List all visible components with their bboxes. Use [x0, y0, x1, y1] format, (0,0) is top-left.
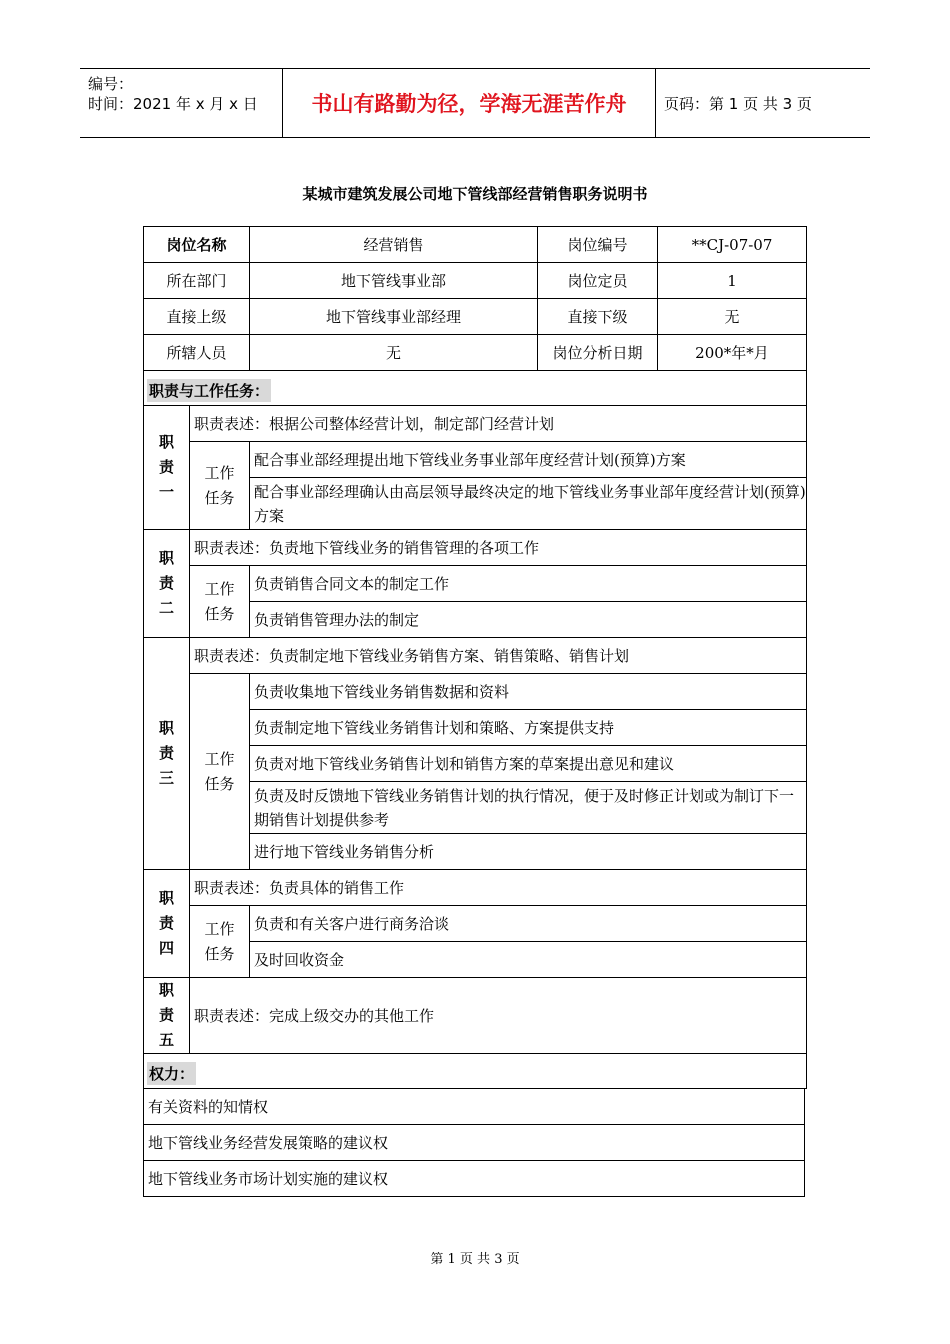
power-2: 地下管线业务经营发展策略的建议权 [143, 1124, 805, 1161]
duty-4-char: 责 [158, 914, 174, 932]
duty-1-task-label [189, 441, 250, 530]
task-label-line: 工作 [204, 579, 235, 598]
powers-heading [143, 1053, 807, 1089]
page-footer: 第 1 页 共 3 页 [430, 1252, 520, 1267]
headcount-label: 岗位定员 [537, 262, 658, 299]
duty-5-char: 五 [158, 1031, 174, 1049]
powers-heading-text: 权力： [147, 1062, 196, 1085]
supervisor-label: 直接上级 [143, 298, 250, 335]
header-meta [80, 69, 282, 137]
staff-label: 所辖人员 [143, 334, 250, 371]
task-label-line: 工作 [204, 749, 235, 768]
duty-2-char: 责 [158, 574, 174, 592]
power-1: 有关资料的知情权 [143, 1088, 805, 1125]
duty-5-char: 责 [158, 1006, 174, 1024]
subordinate-label: 直接下级 [537, 298, 658, 335]
duty-4-task-label [189, 905, 250, 978]
duty-1-name [143, 405, 190, 530]
duty-4-name [143, 869, 190, 978]
duty-4-task-2: 及时回收资金 [249, 941, 807, 978]
duty-5-char: 职 [158, 981, 174, 999]
task-label-line: 任务 [204, 604, 235, 623]
duty-3-statement: 职责表述：负责制定地下管线业务销售方案、销售策略、销售计划 [189, 637, 807, 674]
duty-3-char: 责 [158, 744, 174, 762]
duty-2-char: 二 [158, 599, 174, 617]
department-value: 地下管线事业部 [249, 262, 538, 299]
analysis-date-value: 200*年*月 [657, 334, 807, 371]
page-header [80, 68, 870, 138]
task-label-line: 任务 [204, 774, 235, 793]
duty-5-statement: 职责表述：完成上级交办的其他工作 [189, 977, 807, 1054]
document-title: 某城市建筑发展公司地下管线部经营销售职务说明书 [302, 185, 648, 203]
position-code-value: **CJ-07-07 [657, 226, 807, 263]
duties-heading [143, 370, 807, 406]
duty-1-char: 责 [158, 458, 174, 476]
duty-2-statement: 职责表述：负责地下管线业务的销售管理的各项工作 [189, 529, 807, 566]
duty-3-task-4: 负责及时反馈地下管线业务销售计划的执行情况，便于及时修正计划或为制订下一期销售计划提供参考 [249, 781, 807, 834]
duty-1-task-1: 配合事业部经理提出地下管线业务事业部年度经营计划(预算)方案 [249, 441, 807, 478]
analysis-date-label: 岗位分析日期 [537, 334, 658, 371]
task-label-line: 工作 [204, 463, 235, 482]
position-name-value: 经营销售 [249, 226, 538, 263]
duty-3-name [143, 637, 190, 870]
duty-3-char: 职 [158, 719, 174, 737]
duty-2-task-label [189, 565, 250, 638]
duty-3-task-5: 进行地下管线业务销售分析 [249, 833, 807, 870]
headcount-value: 1 [657, 262, 807, 299]
duties-heading-text: 职责与工作任务： [147, 379, 271, 402]
duty-4-task-1: 负责和有关客户进行商务洽谈 [249, 905, 807, 942]
duty-1-char: 一 [158, 483, 174, 501]
time-label: 时间：2021 年 x 月 x 日 [88, 95, 258, 113]
number-label: 编号： [88, 75, 134, 93]
duty-2-name [143, 529, 190, 638]
duty-1-statement: 职责表述：根据公司整体经营计划，制定部门经营计划 [189, 405, 807, 442]
header-motto: 书山有路勤为径，学海无涯苦作舟 [282, 69, 656, 137]
position-name-label: 岗位名称 [143, 226, 250, 263]
task-label-line: 任务 [204, 488, 235, 507]
duty-4-char: 职 [158, 889, 174, 907]
page-number-label: 页码：第 1 页 共 3 页 [664, 94, 812, 113]
task-label-line: 工作 [204, 919, 235, 938]
staff-value: 无 [249, 334, 538, 371]
duty-3-task-1: 负责收集地下管线业务销售数据和资料 [249, 673, 807, 710]
department-label: 所在部门 [143, 262, 250, 299]
duty-4-statement: 职责表述：负责具体的销售工作 [189, 869, 807, 906]
duty-3-char: 三 [158, 769, 174, 787]
position-code-label: 岗位编号 [537, 226, 658, 263]
duty-2-char: 职 [158, 549, 174, 567]
duty-5-name [143, 977, 190, 1054]
duty-4-char: 四 [158, 939, 174, 957]
duty-2-task-2: 负责销售管理办法的制定 [249, 601, 807, 638]
duty-1-char: 职 [158, 433, 174, 451]
task-label-line: 任务 [204, 944, 235, 963]
duty-3-task-3: 负责对地下管线业务销售计划和销售方案的草案提出意见和建议 [249, 745, 807, 782]
supervisor-value: 地下管线事业部经理 [249, 298, 538, 335]
duty-3-task-label [189, 673, 250, 870]
duty-3-task-2: 负责制定地下管线业务销售计划和策略、方案提供支持 [249, 709, 807, 746]
duty-2-task-1: 负责销售合同文本的制定工作 [249, 565, 807, 602]
power-3: 地下管线业务市场计划实施的建议权 [143, 1160, 805, 1197]
duty-1-task-2: 配合事业部经理确认由高层领导最终决定的地下管线业务事业部年度经营计划(预算)方案 [249, 477, 807, 530]
subordinate-value: 无 [657, 298, 807, 335]
